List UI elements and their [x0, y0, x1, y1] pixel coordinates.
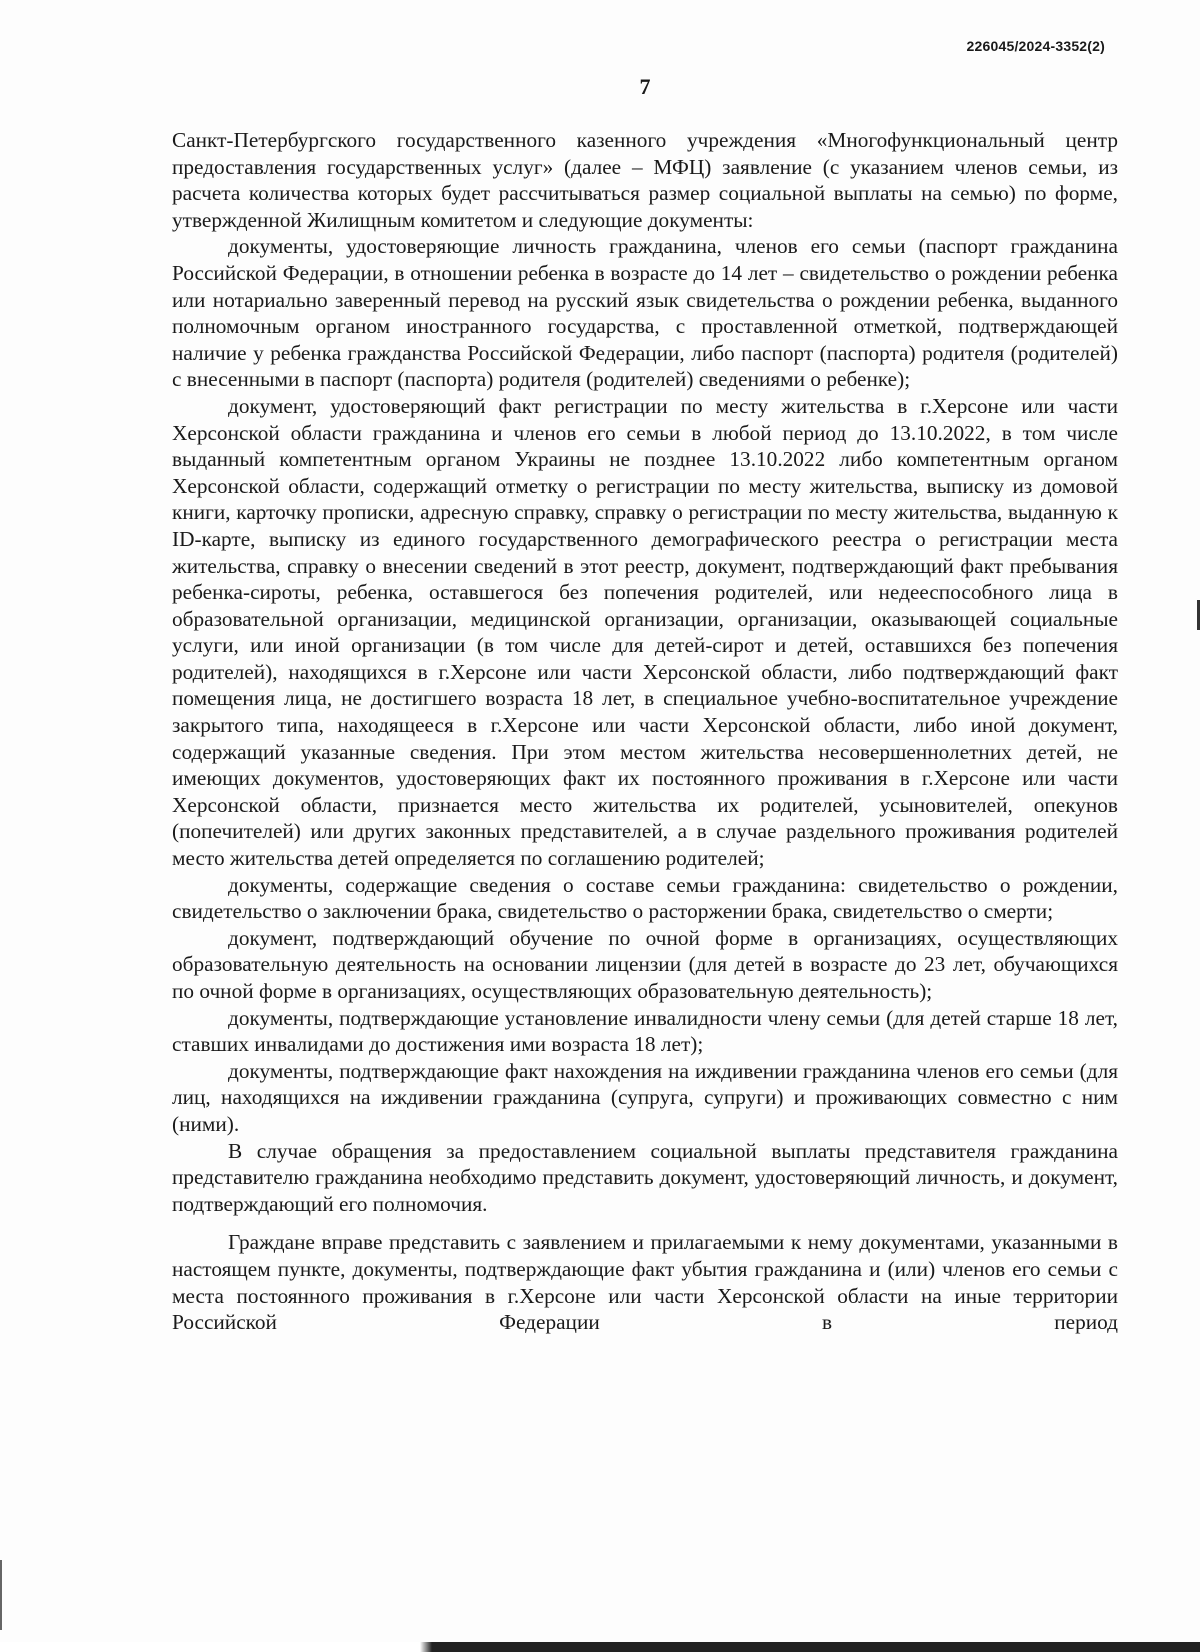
paragraph-registration-documents: документ, удостоверяющий факт регистрации по месту жительства в г.Херсоне или части Херсонской области гражданина и членов его семьи в любой период до 13.10.2022, в том числе выданный компетентным органом Украины не позднее 13.10.2022 либо компетентным органом Херсонской области, содержащий отметку о регистрации по месту жительства, выписку из домовой книги, карточку прописки, адресную справку, справку о регистрации по месту жительства, выданную к ID-карте, выписку из единого государственного демографического реестра о регистрации места жительства, справку о внесении сведений в этот реестр, документ, подтверждающий факт пребывания ребенка-сироты, ребенка, оставшегося без попечения родителей, или недееспособного лица в образовательной организации, медицинской организации, организации, оказывающей социальные услуги, или иной организации (в том числе для детей-сирот и детей, оставшихся без попечения родителей), находящихся в г.Херсоне или части Херсонской области, либо подтверждающий факт помещения лица, не достигшего возраста 18 лет, в специальное учебно-воспитательное учреждение закрытого типа, находящееся в г.Херсоне или части Херсонской области, либо иной документ, содержащий указанные сведения. При этом местом жительства несовершеннолетних детей, не имеющих документов, удостоверяющих факт их постоянного проживания в г.Херсоне или части Херсонской области, признается место жительства их родителей, усыновителей, опекунов (попечителей) или других законных представителей, а в случае раздельного проживания родителей место жительства детей определяется по соглашению родителей; [172, 393, 1118, 871]
document-body [172, 127, 1118, 1336]
paragraph-disability-documents: документы, подтверждающие установление инвалидности члену семьи (для детей старше 18 лет, ставших инвалидами до достижения ими возраста 18 лет); [172, 1005, 1118, 1057]
page-number: 7 [639, 74, 651, 99]
document-registration-number: 226045/2024-3352(2) [966, 38, 1105, 54]
paragraph-representative: В случае обращения за предоставлением социальной выплаты представителя гражданина представителю гражданина необходимо представить документ, удостоверяющий личность, и документ, подтверждающий его полномочия. [172, 1138, 1118, 1216]
paragraph-identity-documents: документы, удостоверяющие личность гражданина, членов его семьи (паспорт гражданина Российской Федерации, в отношении ребенка в возрасте до 14 лет – свидетельство о рождении ребенка или нотариально заверенный перевод на русский язык свидетельства о рождении ребенка, выданного полномочным органом иностранного государства, с проставленной отметкой, подтверждающей наличие у ребенка гражданства Российской Федерации, либо паспорт (паспорта) родителя (родителей) с внесенными в паспорт (паспорта) родителя (родителей) сведениями о ребенке); [172, 234, 1118, 392]
scan-edge-mark-bottom [0, 1642, 1200, 1652]
scan-edge-mark-left [0, 1560, 2, 1630]
paragraph-education-documents: документ, подтверждающий обучение по очной форме в организациях, осуществляющих образовательную деятельность на основании лицензии (для детей в возрасте до 23 лет, обучающихся по очной форме в организациях, осуществляющих образовательную деятельность); [172, 925, 1118, 1003]
paragraph-family-composition: документы, содержащие сведения о составе семьи гражданина: свидетельство о рождении, свидетельство о заключении брака, свидетельство о расторжении брака, свидетельство о смерти; [172, 872, 1118, 924]
paragraph-intro: Санкт-Петербургского государственного казенного учреждения «Многофункциональный центр предоставления государственных услуг» (далее – МФЦ) заявление (с указанием членов семьи, из расчета количества которых будет рассчитываться размер социальной выплаты на семью) по форме, утвержденной Жилищным комитетом и следующие документы: [172, 128, 1118, 232]
paragraph-dependency-documents: документы, подтверждающие факт нахождения на иждивении гражданина членов его семьи (для лиц, находящихся на иждивении гражданина (супруга, супруги) и проживающих совместно с ним (ними). [172, 1058, 1118, 1136]
paragraph-relocation-documents: Граждане вправе представить с заявлением и прилагаемыми к нему документами, указанными в настоящем пункте, документы, подтверждающие факт убытия гражданина и (или) членов его семьи с места постоянного проживания в г.Херсоне или части Херсонской области на иные территории Российской Федерации в период [172, 1230, 1118, 1335]
